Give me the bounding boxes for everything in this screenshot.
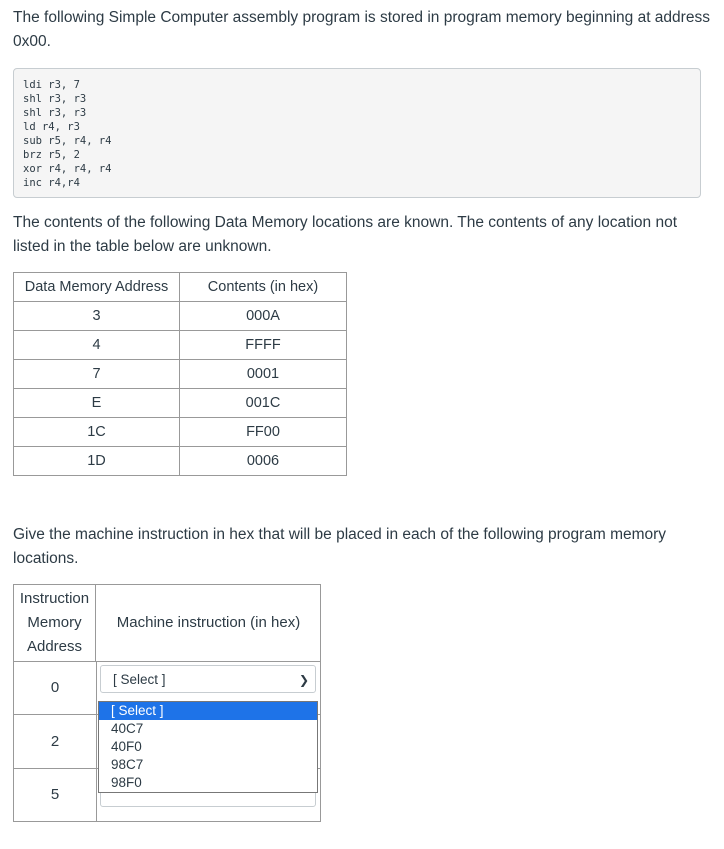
machine-instruction-column-header: Machine instruction (in hex) xyxy=(116,614,301,631)
instruction-select-0[interactable] xyxy=(100,665,316,693)
column-header: Data Memory Address xyxy=(14,273,180,302)
address-cell: 1C xyxy=(14,418,180,447)
dropdown-option[interactable]: 98F0 xyxy=(111,775,142,790)
table-row xyxy=(14,360,347,389)
contents-cell: FFFF xyxy=(180,331,347,360)
table-row xyxy=(14,331,347,360)
address-cell: 3 xyxy=(14,302,180,331)
contents-cell: 0001 xyxy=(180,360,347,389)
code-line: inc r4,r4 xyxy=(23,177,80,189)
select-dropdown-list xyxy=(98,701,318,793)
address-cell: 0 xyxy=(14,662,97,714)
intro-paragraph: The following Simple Computer assembly program is stored in program memory beginning at address 0x00. xyxy=(13,9,710,50)
address-cell: 7 xyxy=(14,360,180,389)
code-line: shl r3, r3 xyxy=(23,93,87,105)
address-cell: 4 xyxy=(14,331,180,360)
address-cell: 5 xyxy=(14,769,97,821)
header-line: Instruction xyxy=(19,590,90,607)
contents-cell: 001C xyxy=(180,389,347,418)
address-column-header xyxy=(14,585,96,661)
machine-instruction-paragraph: Give the machine instruction in hex that will be placed in each of the following program memory locations. xyxy=(13,526,667,567)
address-cell: 2 xyxy=(14,715,97,768)
code-line: ld r4, r3 xyxy=(23,121,80,133)
table-row xyxy=(14,418,347,447)
table-row xyxy=(14,389,347,418)
dropdown-option[interactable]: [ Select ] xyxy=(99,702,317,720)
address-cell: E xyxy=(14,389,180,418)
table-row xyxy=(14,302,347,331)
column-header: Contents (in hex) xyxy=(180,273,347,302)
data-memory-paragraph: The contents of the following Data Memory locations are known. The contents of any location not listed in the table below are unknown. xyxy=(13,214,678,255)
contents-cell: 0006 xyxy=(180,447,347,476)
table-row xyxy=(14,447,347,476)
dropdown-option[interactable]: 40F0 xyxy=(111,739,142,754)
code-line: shl r3, r3 xyxy=(23,107,87,119)
data-memory-table xyxy=(13,272,347,476)
dropdown-option[interactable]: 40C7 xyxy=(111,721,144,736)
dropdown-option[interactable]: 98C7 xyxy=(111,757,144,772)
chevron-down-icon: ❯ xyxy=(298,673,309,687)
header-line: Address xyxy=(26,638,83,655)
contents-cell: 000A xyxy=(180,302,347,331)
select-value: [ Select ] xyxy=(113,672,166,687)
code-line: ldi r3, 7 xyxy=(23,79,80,91)
code-line: xor r4, r4, r4 xyxy=(23,163,112,175)
code-line: sub r5, r4, r4 xyxy=(23,135,112,147)
contents-cell: FF00 xyxy=(180,418,347,447)
table-header-row xyxy=(14,273,347,302)
header-line: Memory xyxy=(27,614,82,631)
code-line: brz r5, 2 xyxy=(23,149,80,161)
address-cell: 1D xyxy=(14,447,180,476)
code-block xyxy=(13,68,701,198)
